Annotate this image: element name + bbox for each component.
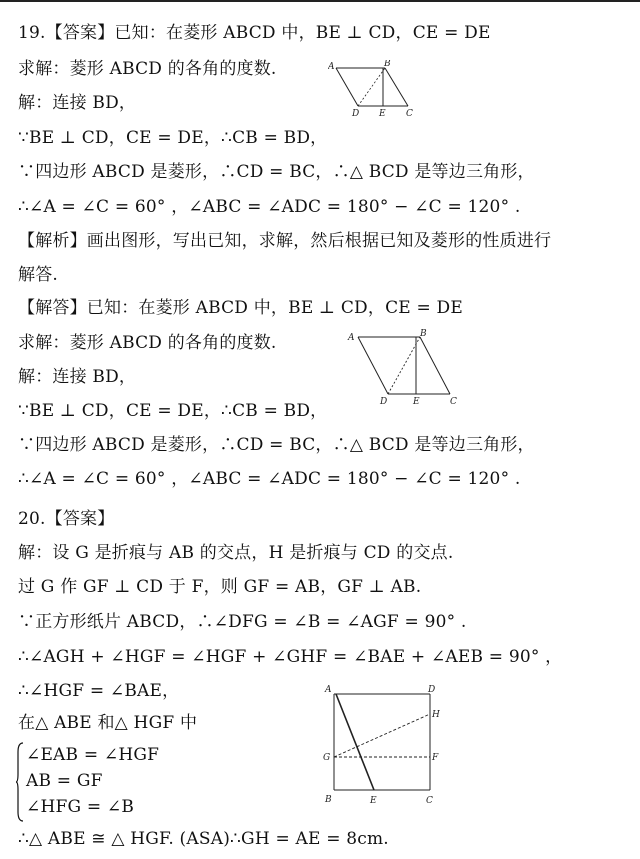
rhombus-figure-large (342, 328, 470, 406)
label-b: B (325, 795, 332, 805)
label-f: F (432, 753, 439, 763)
label-b: B (420, 329, 427, 339)
q20-setup-line: 解：设 G 是折痕与 AB 的交点，H 是折痕与 CD 的交点. (18, 543, 454, 563)
q20-construction-line: 过 G 作 GF ⊥ CD 于 F，则 GF = AB，GF ⊥ AB. (18, 577, 422, 597)
q19-step-1: ∵BE ⊥ CD，CE = DE，∴CB = BD， (18, 128, 328, 148)
diagonal-bd (358, 68, 385, 106)
edge-da (358, 337, 388, 394)
q19-detail-step-3: ∴∠A = ∠C = 60° ，∠ABC = ∠ADC = 180° − ∠C = 120° . (18, 469, 521, 489)
rhombus-figure-small (328, 60, 418, 118)
q20-triangles-line: 在△ ABE 和△ HGF 中 (18, 713, 198, 733)
q20-answer-heading: 20.【答案】 (18, 509, 115, 529)
label-e: E (413, 397, 420, 406)
q19-detail-step-1: ∵BE ⊥ CD，CE = DE，∴CB = BD， (18, 401, 328, 421)
q20-conclusion-line: ∴△ ABE ≅ △ HGF. (ASA)∴GH = AE = 8cm. (18, 829, 389, 849)
q19-step-2: ∵四边形 ABCD 是菱形，∴CD = BC，∴△ BCD 是等边三角形， (18, 162, 535, 182)
q20-step-2: ∴∠AGH + ∠HGF = ∠HGF + ∠GHF = ∠BAE + ∠AEB = 90° ， (18, 647, 563, 667)
label-a: A (325, 685, 332, 695)
q19-analysis-line: 【解析】画出图形，写出已知，求解，然后根据已知及菱形的性质进行 (18, 231, 552, 251)
q19-solve-line: 求解：菱形 ABCD 的各角的度数. (18, 59, 277, 79)
system-condition-3: ∠HFG = ∠B (26, 797, 135, 817)
label-d: D (352, 109, 360, 118)
q19-analysis-cont: 解答. (18, 265, 59, 285)
q19-step-3: ∴∠A = ∠C = 60° ，∠ABC = ∠ADC = 180° − ∠C = 120° . (18, 197, 521, 217)
q19-detail-step-2: ∵四边形 ABCD 是菱形，∴CD = BC，∴△ BCD 是等边三角形， (18, 435, 535, 455)
label-c: C (426, 796, 433, 806)
label-c: C (450, 397, 457, 406)
label-d: D (380, 397, 388, 406)
edge-bc (420, 337, 450, 394)
q19-detail-solve: 求解：菱形 ABCD 的各角的度数. (18, 333, 277, 353)
top-rule (0, 0, 640, 2)
edge-bc (385, 68, 408, 106)
label-a: A (328, 62, 335, 72)
q19-connect-line: 解：连接 BD， (18, 93, 137, 113)
crease-gh (334, 714, 430, 757)
label-g: G (323, 753, 331, 763)
edge-da (336, 68, 358, 106)
q19-answer-line: 19.【答案】已知：在菱形 ABCD 中，BE ⊥ CD，CE = DE (18, 23, 491, 43)
label-b: B (384, 60, 391, 69)
diagonal-bd (388, 337, 420, 394)
square-figure (318, 680, 448, 810)
q20-step-3: ∴∠HGF = ∠BAE， (18, 681, 180, 701)
label-e: E (379, 109, 386, 118)
label-d: D (428, 685, 436, 695)
system-brace (16, 742, 24, 822)
label-e: E (370, 796, 377, 806)
system-condition-2: AB = GF (26, 771, 103, 791)
q19-detail-line: 【解答】已知：在菱形 ABCD 中，BE ⊥ CD，CE = DE (18, 298, 463, 318)
label-a: A (348, 333, 355, 343)
label-c: C (406, 109, 413, 118)
system-condition-1: ∠EAB = ∠HGF (26, 745, 160, 765)
q20-step-1: ∵正方形纸片 ABCD，∴∠DFG = ∠B = ∠AGF = 90° . (18, 612, 467, 632)
label-h: H (432, 710, 440, 720)
q19-detail-connect: 解：连接 BD， (18, 367, 137, 387)
